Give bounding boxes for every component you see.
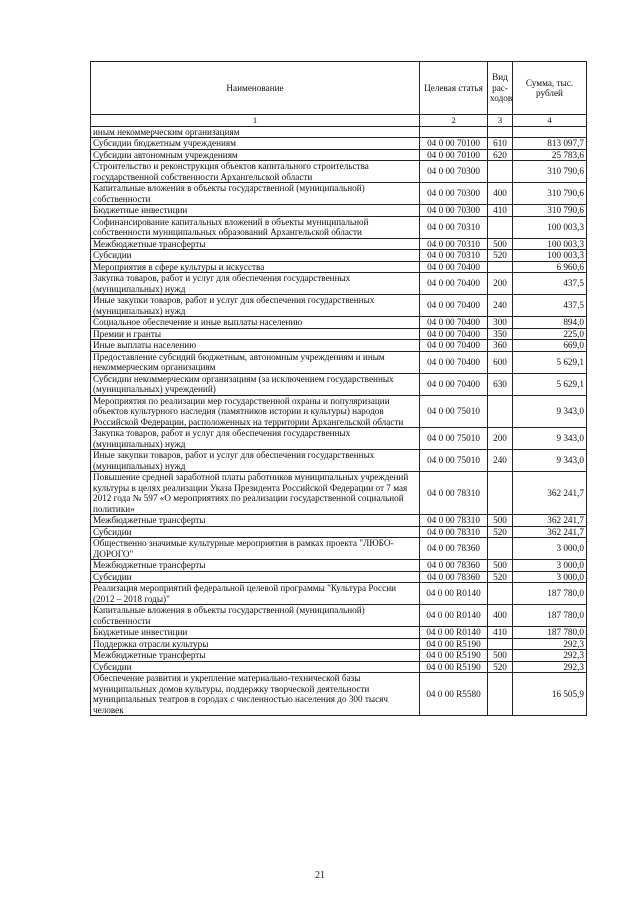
row-name-cell: Софинансирование капитальных вложений в объекты муниципальной собственности муниципальных образований Архангельской области — [91, 216, 420, 238]
row-sum-cell: 292,3 — [513, 638, 587, 650]
row-sum-cell: 187 780,0 — [513, 605, 587, 627]
row-code-cell: 04 0 00 70400 — [420, 351, 488, 373]
row-expense-type-cell: 520 — [488, 661, 513, 673]
table-row — [91, 560, 587, 572]
table-row — [91, 138, 587, 150]
row-expense-type-cell: 610 — [488, 138, 513, 150]
column-number: 1 — [91, 115, 420, 127]
row-expense-type-cell: 200 — [488, 273, 513, 295]
row-name-cell: Иные закупки товаров, работ и услуг для обеспечения государственных (муниципальных) нужд — [91, 295, 420, 317]
row-expense-type-cell: 400 — [488, 183, 513, 205]
row-expense-type-cell — [488, 673, 513, 716]
row-sum-cell: 100 003,3 — [513, 238, 587, 250]
row-name-cell: Мероприятия в сфере культуры и искусства — [91, 261, 420, 273]
row-expense-type-cell — [488, 126, 513, 138]
row-name-cell: Социальное обеспечение и иные выплаты населению — [91, 317, 420, 329]
table-row — [91, 183, 587, 205]
row-name-cell: Повышение средней заработной платы работников муниципальных учреждений культуры в целях реализации Указа Президента Российской Федерации от 7 мая 2012 года № 597 «О мероприятиях по реализации государственной социальной политики» — [91, 472, 420, 515]
row-name-cell: Иные закупки товаров, работ и услуг для обеспечения государственных (муниципальных) нужд — [91, 450, 420, 472]
row-code-cell: 04 0 00 70300 — [420, 205, 488, 217]
row-expense-type-cell — [488, 161, 513, 183]
table-row — [91, 650, 587, 662]
row-code-cell: 04 0 00 R0140 — [420, 627, 488, 639]
table-row — [91, 149, 587, 161]
row-code-cell: 04 0 00 70100 — [420, 138, 488, 150]
row-sum-cell: 3 000,0 — [513, 571, 587, 583]
row-name-cell: Межбюджетные трансферты — [91, 238, 420, 250]
row-code-cell — [420, 126, 488, 138]
row-code-cell: 04 0 00 70310 — [420, 216, 488, 238]
table-row — [91, 661, 587, 673]
column-number: 4 — [513, 115, 587, 127]
row-sum-cell: 669,0 — [513, 340, 587, 352]
row-code-cell: 04 0 00 70400 — [420, 340, 488, 352]
row-expense-type-cell: 360 — [488, 340, 513, 352]
table-row — [91, 526, 587, 538]
row-sum-cell: 3 000,0 — [513, 560, 587, 572]
row-sum-cell: 292,3 — [513, 661, 587, 673]
table-row — [91, 538, 587, 560]
row-sum-cell: 5 629,1 — [513, 373, 587, 395]
row-name-cell: Бюджетные инвестиции — [91, 627, 420, 639]
row-code-cell: 04 0 00 R0140 — [420, 605, 488, 627]
row-expense-type-cell: 520 — [488, 250, 513, 262]
row-expense-type-cell: 410 — [488, 205, 513, 217]
row-sum-cell: 187 780,0 — [513, 627, 587, 639]
row-sum-cell: 362 241,7 — [513, 515, 587, 527]
row-code-cell: 04 0 00 70100 — [420, 149, 488, 161]
row-code-cell: 04 0 00 70310 — [420, 250, 488, 262]
row-sum-cell: 437,5 — [513, 273, 587, 295]
row-code-cell: 04 0 00 70400 — [420, 295, 488, 317]
row-name-cell: Капитальные вложения в объекты государственной (муниципальной) собственности — [91, 605, 420, 627]
row-name-cell: Общественно значимые культурные мероприятия в рамках проекта "ЛЮБО-ДОРОГО" — [91, 538, 420, 560]
table-row — [91, 605, 587, 627]
table-row — [91, 250, 587, 262]
row-code-cell: 04 0 00 70310 — [420, 238, 488, 250]
column-number: 2 — [420, 115, 488, 127]
row-sum-cell: 362 241,7 — [513, 526, 587, 538]
row-name-cell: Строительство и реконструкция объектов капитального строительства государственной собственности Архангельской области — [91, 161, 420, 183]
header-code: Целевая статья — [420, 62, 488, 115]
row-expense-type-cell: 500 — [488, 515, 513, 527]
row-sum-cell: 5 629,1 — [513, 351, 587, 373]
table-header-row — [91, 62, 587, 115]
row-name-cell: Закупка товаров, работ и услуг для обеспечения государственных (муниципальных) нужд — [91, 428, 420, 450]
table-row — [91, 638, 587, 650]
row-sum-cell: 310 790,6 — [513, 183, 587, 205]
table-row — [91, 126, 587, 138]
row-code-cell: 04 0 00 R5190 — [420, 661, 488, 673]
table-row — [91, 583, 587, 605]
page-number: 21 — [315, 870, 325, 881]
row-name-cell: Иные выплаты населению — [91, 340, 420, 352]
row-sum-cell — [513, 126, 587, 138]
row-sum-cell: 9 343,0 — [513, 428, 587, 450]
row-sum-cell: 187 780,0 — [513, 583, 587, 605]
row-expense-type-cell: 300 — [488, 317, 513, 329]
row-expense-type-cell: 600 — [488, 351, 513, 373]
table-row — [91, 395, 587, 428]
row-expense-type-cell: 400 — [488, 605, 513, 627]
row-expense-type-cell: 500 — [488, 560, 513, 572]
row-expense-type-cell — [488, 538, 513, 560]
row-sum-cell: 100 003,3 — [513, 250, 587, 262]
row-name-cell: Субсидии — [91, 250, 420, 262]
row-expense-type-cell — [488, 261, 513, 273]
table-body — [91, 126, 587, 716]
row-code-cell: 04 0 00 78360 — [420, 560, 488, 572]
row-sum-cell: 310 790,6 — [513, 205, 587, 217]
row-name-cell: иным некоммерческим организациям — [91, 126, 420, 138]
row-sum-cell: 310 790,6 — [513, 161, 587, 183]
table-row — [91, 351, 587, 373]
table-row — [91, 450, 587, 472]
row-code-cell: 04 0 00 70400 — [420, 373, 488, 395]
row-code-cell: 04 0 00 70400 — [420, 261, 488, 273]
row-expense-type-cell — [488, 472, 513, 515]
table-row — [91, 161, 587, 183]
table-row — [91, 328, 587, 340]
row-code-cell: 04 0 00 R0140 — [420, 583, 488, 605]
row-sum-cell: 292,3 — [513, 650, 587, 662]
table-row — [91, 273, 587, 295]
row-code-cell: 04 0 00 R5580 — [420, 673, 488, 716]
table-row — [91, 373, 587, 395]
row-expense-type-cell — [488, 638, 513, 650]
header-expense-type: Вид рас-ходов — [488, 62, 513, 115]
row-name-cell: Субсидии некоммерческим организациям (за исключением государственных (муниципальных) учреждений) — [91, 373, 420, 395]
row-expense-type-cell: 520 — [488, 571, 513, 583]
table-row — [91, 340, 587, 352]
header-sum: Сумма, тыс. рублей — [513, 62, 587, 115]
row-expense-type-cell: 200 — [488, 428, 513, 450]
row-expense-type-cell: 410 — [488, 627, 513, 639]
row-code-cell: 04 0 00 70400 — [420, 328, 488, 340]
table-row — [91, 317, 587, 329]
row-sum-cell: 225,0 — [513, 328, 587, 340]
row-code-cell: 04 0 00 R5190 — [420, 650, 488, 662]
row-code-cell: 04 0 00 70300 — [420, 183, 488, 205]
row-expense-type-cell: 240 — [488, 450, 513, 472]
row-expense-type-cell: 520 — [488, 526, 513, 538]
table-row — [91, 571, 587, 583]
row-name-cell: Обеспечение развития и укрепление материально-технической базы муниципальных домов культуры, поддержку творческой деятельности муниципальных театров в городах с численностью населения до 300 тысяч человек — [91, 673, 420, 716]
row-name-cell: Бюджетные инвестиции — [91, 205, 420, 217]
row-code-cell: 04 0 00 78360 — [420, 571, 488, 583]
table-row — [91, 216, 587, 238]
row-expense-type-cell — [488, 395, 513, 428]
row-name-cell: Субсидии автономным учреждениям — [91, 149, 420, 161]
row-name-cell: Закупка товаров, работ и услуг для обеспечения государственных (муниципальных) нужд — [91, 273, 420, 295]
table-row — [91, 295, 587, 317]
table-row — [91, 673, 587, 716]
row-sum-cell: 813 097,7 — [513, 138, 587, 150]
row-expense-type-cell — [488, 583, 513, 605]
row-expense-type-cell: 500 — [488, 238, 513, 250]
row-code-cell: 04 0 00 78310 — [420, 515, 488, 527]
column-number: 3 — [488, 115, 513, 127]
row-code-cell: 04 0 00 75010 — [420, 450, 488, 472]
row-code-cell: 04 0 00 70400 — [420, 273, 488, 295]
row-name-cell: Субсидии — [91, 571, 420, 583]
row-name-cell: Субсидии — [91, 661, 420, 673]
table-row — [91, 238, 587, 250]
table-row — [91, 472, 587, 515]
row-code-cell: 04 0 00 75010 — [420, 395, 488, 428]
row-code-cell: 04 0 00 70300 — [420, 161, 488, 183]
row-expense-type-cell: 500 — [488, 650, 513, 662]
row-name-cell: Межбюджетные трансферты — [91, 515, 420, 527]
row-expense-type-cell — [488, 216, 513, 238]
table-row — [91, 261, 587, 273]
row-sum-cell: 9 343,0 — [513, 450, 587, 472]
row-sum-cell: 3 000,0 — [513, 538, 587, 560]
row-code-cell: 04 0 00 R5190 — [420, 638, 488, 650]
table-row — [91, 627, 587, 639]
row-name-cell: Субсидии бюджетным учреждениям — [91, 138, 420, 150]
row-sum-cell: 6 960,6 — [513, 261, 587, 273]
header-name: Наименование — [91, 62, 420, 115]
row-sum-cell: 25 783,6 — [513, 149, 587, 161]
row-code-cell: 04 0 00 78310 — [420, 526, 488, 538]
table-column-numbers-row — [91, 115, 587, 127]
row-name-cell: Поддержка отрасли культуры — [91, 638, 420, 650]
row-name-cell: Предоставление субсидий бюджетным, автономным учреждениям и иным некоммерческим организациям — [91, 351, 420, 373]
row-sum-cell: 894,0 — [513, 317, 587, 329]
row-sum-cell: 16 505,9 — [513, 673, 587, 716]
row-sum-cell: 362 241,7 — [513, 472, 587, 515]
table-row — [91, 515, 587, 527]
row-name-cell: Субсидии — [91, 526, 420, 538]
budget-table — [90, 61, 587, 716]
row-sum-cell: 437,5 — [513, 295, 587, 317]
row-name-cell: Межбюджетные трансферты — [91, 650, 420, 662]
row-sum-cell: 9 343,0 — [513, 395, 587, 428]
row-sum-cell: 100 003,3 — [513, 216, 587, 238]
row-name-cell: Капитальные вложения в объекты государственной (муниципальной) собственности — [91, 183, 420, 205]
row-expense-type-cell: 240 — [488, 295, 513, 317]
row-name-cell: Межбюджетные трансферты — [91, 560, 420, 572]
row-name-cell: Реализация мероприятий федеральной целевой программы "Культура России (2012 – 2018 годы)" — [91, 583, 420, 605]
row-name-cell: Мероприятия по реализации мер государственной охраны и популяризации объектов культурного наследия (памятников истории и культуры) народов Российской Федерации, расположенных на территории Архангельской области — [91, 395, 420, 428]
row-code-cell: 04 0 00 78360 — [420, 538, 488, 560]
row-name-cell: Премии и гранты — [91, 328, 420, 340]
row-code-cell: 04 0 00 75010 — [420, 428, 488, 450]
row-expense-type-cell: 620 — [488, 149, 513, 161]
row-code-cell: 04 0 00 70400 — [420, 317, 488, 329]
row-code-cell: 04 0 00 78310 — [420, 472, 488, 515]
row-expense-type-cell: 630 — [488, 373, 513, 395]
row-expense-type-cell: 350 — [488, 328, 513, 340]
table-row — [91, 428, 587, 450]
table-row — [91, 205, 587, 217]
